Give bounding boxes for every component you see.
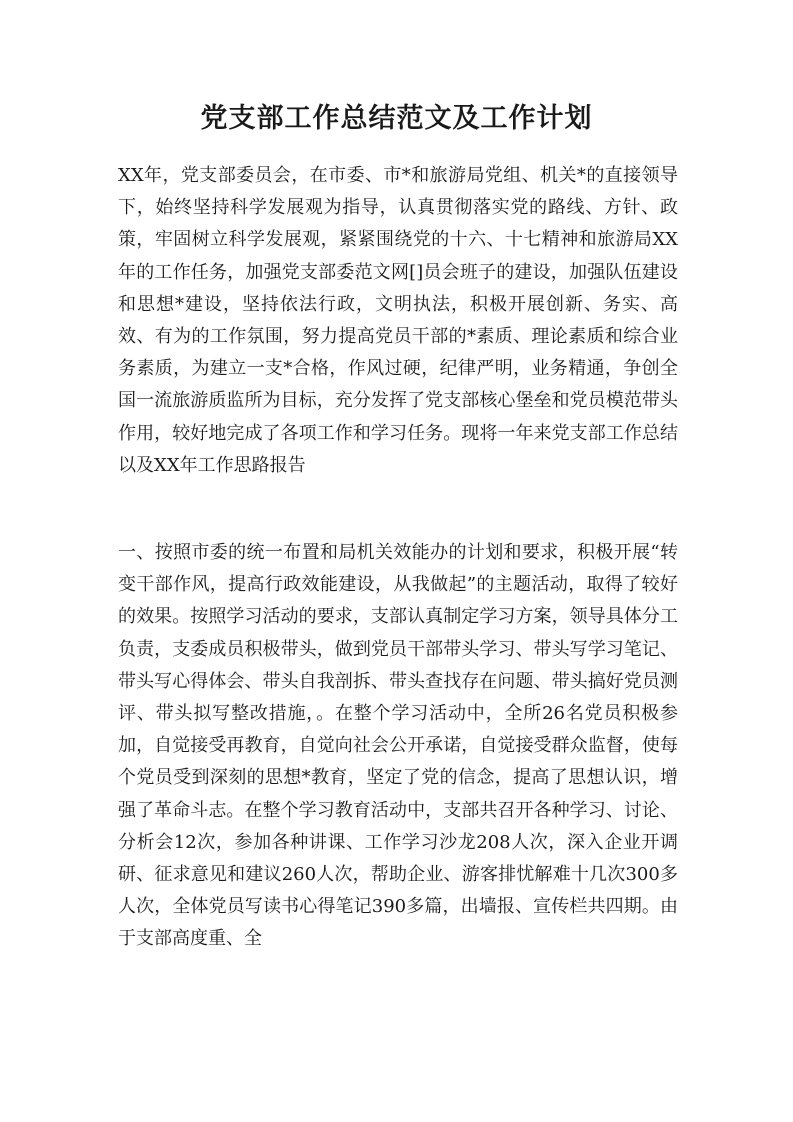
paragraph-section-one: 一、按照市委的统一布置和局机关效能办的计划和要求，积极开展“转变干部作风，提高行政效能建设，从我做起”的主题活动，取得了较好的效果。按照学习活动的要求，支部认真制定学习方案，领导具体分工负责，支委成员积极带头，做到党员干部带头学习、带头写学习笔记、带头写心得体会、带头自我剖拆、带头查找存在问题、带头搞好党员测评、带头拟写整改措施，。在整个学习活动中，全所26名党员积极参加，自觉接受再教育，自觉向社会公开承诺，自觉接受群众监督，使每个党员受到深刻的思想*教育，坚定了党的信念，提高了思想认识，增强了革命斗志。在整个学习教育活动中，支部共召开各种学习、讨论、分析会12次，参加各种讲课、工作学习沙龙208人次，深入企业开调研、征求意见和建议260人次，帮助企业、游客排忧解难十几次300多人次，全体党员写读书心得笔记390多篇，出墙报、宣传栏共四期。由于支部高度重、全 [118,542,678,950]
paragraph-intro: XX年，党支部委员会，在市委、市*和旅游局党组、机关*的直接领导下，始终坚持科学发展观为指导，认真贯彻落实党的路线、方针、政策，牢固树立科学发展观，紧紧围绕党的十六、十七精神和旅游局XX年的工作任务，加强党支部委范文网[]员会班子的建设，加强队伍建设和思想*建设，坚持依法行政，文明执法，积极开展创新、务实、高效、有为的工作氛围，努力提高党员干部的*素质、理论素质和综合业务素质，为建立一支*合格，作风过硬，纪律严明，业务精通，争创全国一流旅游质监所为目标，充分发挥了党支部核心堡垒和党员模范带头作用，较好地完成了各项工作和学习任务。现将一年来党支部工作总结以及XX年工作思路报告 [118,165,678,476]
document-title: 党支部工作总结范文及工作计划 [200,103,593,134]
